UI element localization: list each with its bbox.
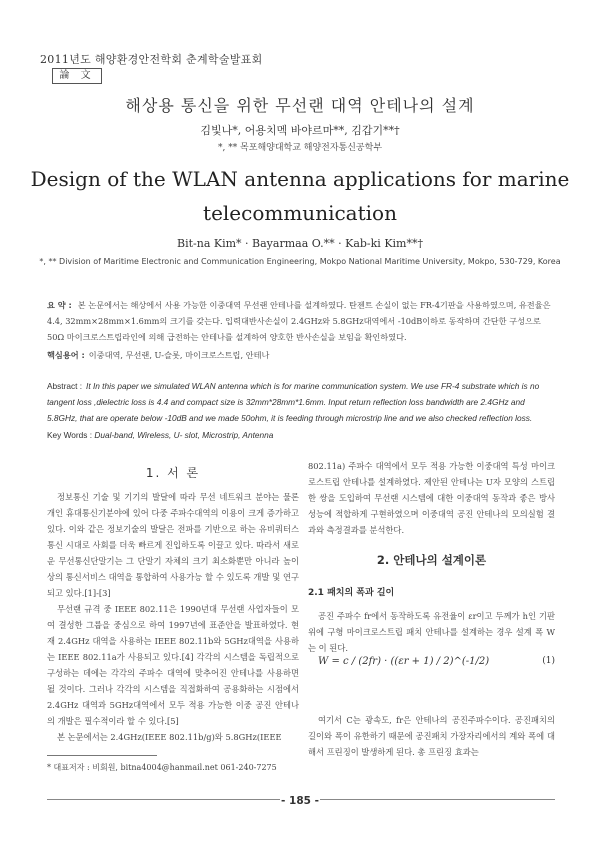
- paragraph: 무선랜 규격 중 IEEE 802.11은 1990년대 무선랜 사업자들이 모여 결성한 그룹을 중심으로 하여 1997년에 표준안을 발표하였다. 현재 2.4GHz 대역을 사용하는 IEEE 802.11b와 5GHz대역을 사용하는 IEEE 802.11a가 사용되고 있다.[4] 각각의 시스템을 독립적으로 구성하는 데에는 각각의 주파수 대역에 맞추어진 안테나를 사용하면 될 것이다. 그러나 각각의 시스템을 직접화하여 공용화하는 시점에서 2.4GHz 대역과 5GHz대역에서 모두 적용 가능한 이중 공진 안테나의 개발은 필수적이라 할 수 있다.[5]: [47, 604, 299, 726]
- paragraph: 802.11a) 주파수 대역에서 모두 적용 가능한 이중대역 특성 마이크로스트립 안테나를 설계하였다. 제안된 안테나는 U자 모양의 스트립 한 쌍을 도입하여 무선랜 시스템에 대한 이중대역 동작과 좋은 방사 성능에 적합하게 구현하였으며 이중대역 공진 안테나의 모의실험 결과와 측정결과를 분석한다.: [308, 461, 555, 535]
- equation-formula: W = c / (2fr) · ((εr + 1) / 2)^(-1/2): [318, 656, 490, 667]
- paragraph: 공진 주파수 fr에서 동작하도록 유전율이 εr이고 두께가 h인 기판위에 구형 마이크로스트립 패치 안테나를 설계하는 경우 설계 폭 W는 이 된다.: [308, 611, 555, 653]
- title-english-line2: telecommunication: [203, 201, 397, 225]
- keywords-english: [47, 430, 555, 440]
- subsection-body-continued: [308, 712, 555, 760]
- title-english-line1: Design of the WLAN antenna applications for marine: [30, 167, 570, 191]
- abstract-english-label: Abstract :: [47, 381, 83, 391]
- authors-korean: 김빛나*, 어용치멕 바야르마**, 김갑기**†: [200, 124, 400, 137]
- title-english: [0, 162, 600, 230]
- section-1-title: 1. 서 론: [145, 466, 201, 480]
- page-number: - 185 -: [281, 795, 319, 807]
- abstract-korean: [47, 297, 555, 345]
- abstract-korean-text: 본 논문에서는 해상에서 사용 가능한 이중대역 무선랜 안테나를 설계하였다. 탄젠트 손실이 없는 FR-4기판을 사용하였으며, 유전율은 4.4, 32mm×28mm×1.6mm의 크기를 갖는다. 입력대반사손실이 2.4GHz와 5.8GHz대역에서 -10dB이하로 동작하며 간단한 구성으로 50Ω 마이크로스트립라인에 의해 급전하는 안테나를 설계하여 양호한 반사손실을 보임을 확인하였다.: [47, 300, 551, 342]
- footnote-divider: [47, 755, 157, 756]
- keywords-english-text: Dual-band, Wireless, U- slot, Microstrip, Antenna: [94, 430, 274, 440]
- affiliation-english: *, ** Division of Maritime Electronic and Communication Engineering, Mokpo National Maritime University, Mokpo, 530-729, Korea: [39, 257, 561, 266]
- paper-type-badge: 論 文: [52, 68, 102, 84]
- paragraph: 본 논문에서는 2.4GHz(IEEE 802.11b/g)와 5.8GHz(IEEE: [57, 732, 282, 742]
- title-korean: 해상용 통신을 위한 무선랜 대역 안테나의 설계: [125, 96, 475, 115]
- paragraph: 여기서 C는 광속도, fr은 안테나의 공진주파수이다. 공진패치의 길이와 폭이 유한하기 때문에 공진패치 가장자리에서의 계와 폭에 대해서 프린징이 발생하게 된다. 총 프린징 효과는: [308, 715, 555, 757]
- conference-header: 2011년도 해양환경안전학회 춘계학술발표회: [40, 53, 263, 66]
- equation-1: [318, 648, 555, 678]
- abstract-english-text: It In this paper we simulated WLAN antenna which is for marine communication system. We use FR-4 substrate which is no tangent loss ,dielectric loss is 4.4 and compact size is 32mm*28mm*1.6mm. Input return reflection loss bandwidth are 2.4GHz and 5.8GHz, that are operate below -10dB and we made 50ohm, it is feeding through microstrip line and we also checked reflection loss.: [47, 381, 540, 423]
- authors-english: Bit-na Kim* · Bayarmaa O.** · Kab-ki Kim**†: [177, 237, 423, 250]
- keywords-korean-label: 핵심용어 :: [47, 350, 85, 360]
- keywords-korean-text: 이중대역, 무선랜, U-슬롯, 마이크로스트립, 안테나: [88, 350, 270, 360]
- section-1-body: [47, 489, 299, 745]
- equation-number: (1): [542, 656, 555, 666]
- keywords-english-label: Key Words :: [47, 430, 93, 440]
- footnote: * 대표저자 : 비회원, bitna4004@hanmail.net 061-240-7275: [47, 763, 277, 772]
- section-2-title: 2. 안테나의 설계이론: [376, 553, 487, 567]
- affiliation-korean: *, ** 목포해양대학교 해양전자통신공학부: [217, 143, 383, 153]
- keywords-korean: [47, 350, 555, 361]
- subsection-title: 2.1 패치의 폭과 길이: [308, 588, 395, 598]
- right-column-intro: [308, 458, 555, 538]
- abstract-korean-label: 요 약 :: [47, 300, 72, 310]
- abstract-english: [47, 378, 555, 426]
- paragraph: 정보통신 기술 및 기기의 발달에 따라 무선 네트워크 분야는 물론 개인 휴대통신기분야에 있어 다중 주파수대역의 이용이 크게 증가하고 있다. 이와 같은 정보기술의 발달은 전파를 기반으로 하는 유비쿼터스 통신 시대로 사회를 더욱 빠르게 진입하도록 이끌고 있다. 따라서 새로운 무선통신단말기는 그 단말기 자체의 크기 최소화뿐만 아니라 높이상의 통신서비스 대역을 통합하여 사용가능 할 수 있도록 개발 및 연구되고 있다.[1]-[3]: [47, 492, 299, 598]
